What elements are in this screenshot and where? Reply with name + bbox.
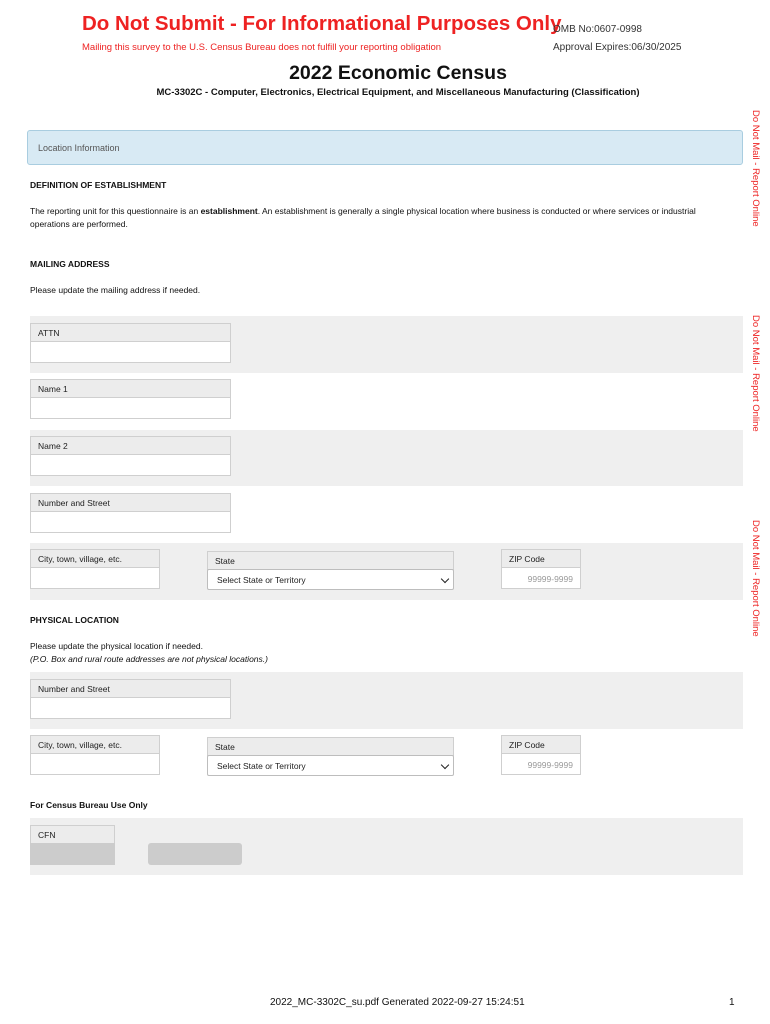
name1-row [30,373,743,430]
physical-zip-label: ZIP Code [501,735,581,754]
mailing-city-row [30,543,743,600]
mailing-state-value: Select State or Territory [217,575,306,585]
location-info-label: Location Information [38,143,120,153]
mailing-state-select[interactable] [207,569,454,590]
footer-file: 2022_MC-3302C_su.pdf Generated 2022-09-27 15:24:51 [270,997,525,1008]
mailing-street-input[interactable] [30,511,231,533]
mailing-city-input[interactable] [30,567,160,589]
physical-state-value: Select State or Territory [217,761,306,771]
omb-number: OMB No:0607-0998 [553,24,642,35]
mailing-street-label: Number and Street [30,493,231,512]
definition-text: The reporting unit for this questionnaire is an establishment. An establishment is generally a single physical location where business is conducted or where services or industrial operations are performed. [30,206,696,229]
mailing-heading: MAILING ADDRESS [30,259,110,269]
cfn-field [30,843,115,865]
page-title: 2022 Economic Census [289,62,507,84]
side-warning-1: Do Not Mail - Report Online [750,110,761,227]
attn-label: ATTN [30,323,231,342]
page-subtitle: MC-3302C - Computer, Electronics, Electrical Equipment, and Miscellaneous Manufacturing (Classification) [156,87,640,98]
physical-street-row [30,672,743,729]
page-number: 1 [729,997,735,1008]
physical-heading: PHYSICAL LOCATION [30,615,119,625]
name2-row [30,430,743,487]
physical-state-select[interactable] [207,755,454,776]
physical-zip-input[interactable]: 99999-9999 [501,753,581,775]
chevron-down-icon [441,575,449,583]
name1-label: Name 1 [30,379,231,398]
mailing-zip-input[interactable]: 99999-9999 [501,567,581,589]
physical-city-row [30,729,743,786]
chevron-down-icon [441,761,449,769]
definition-heading: DEFINITION OF ESTABLISHMENT [30,180,167,190]
physical-street-label: Number and Street [30,679,231,698]
physical-city-label: City, town, village, etc. [30,735,160,754]
location-info-bar [27,130,743,165]
cfn-row [30,818,743,875]
cfn-secondary-field [148,843,242,865]
physical-state-label: State [207,737,454,756]
physical-street-input[interactable] [30,697,231,719]
name2-input[interactable] [30,454,231,476]
name2-label: Name 2 [30,436,231,455]
attn-input[interactable] [30,341,231,363]
warning-title: Do Not Submit - For Informational Purposes Only [82,12,562,35]
side-warning-2: Do Not Mail - Report Online [750,315,761,432]
mailing-state-label: State [207,551,454,570]
cfn-label: CFN [30,825,115,844]
name1-input[interactable] [30,397,231,419]
mailing-street-row [30,486,743,543]
mailing-city-label: City, town, village, etc. [30,549,160,568]
physical-instruction: Please update the physical location if needed. [30,641,203,651]
side-warning-3: Do Not Mail - Report Online [750,520,761,637]
physical-city-input[interactable] [30,753,160,775]
warning-subtitle: Mailing this survey to the U.S. Census Bureau does not fulfill your reporting obligation [82,42,442,53]
census-use-heading: For Census Bureau Use Only [30,800,148,810]
mailing-instruction: Please update the mailing address if needed. [30,285,201,295]
approval-expiry: Approval Expires:06/30/2025 [553,42,682,53]
attn-row [30,316,743,373]
mailing-zip-label: ZIP Code [501,549,581,568]
physical-note: (P.O. Box and rural route addresses are not physical locations.) [30,654,268,664]
